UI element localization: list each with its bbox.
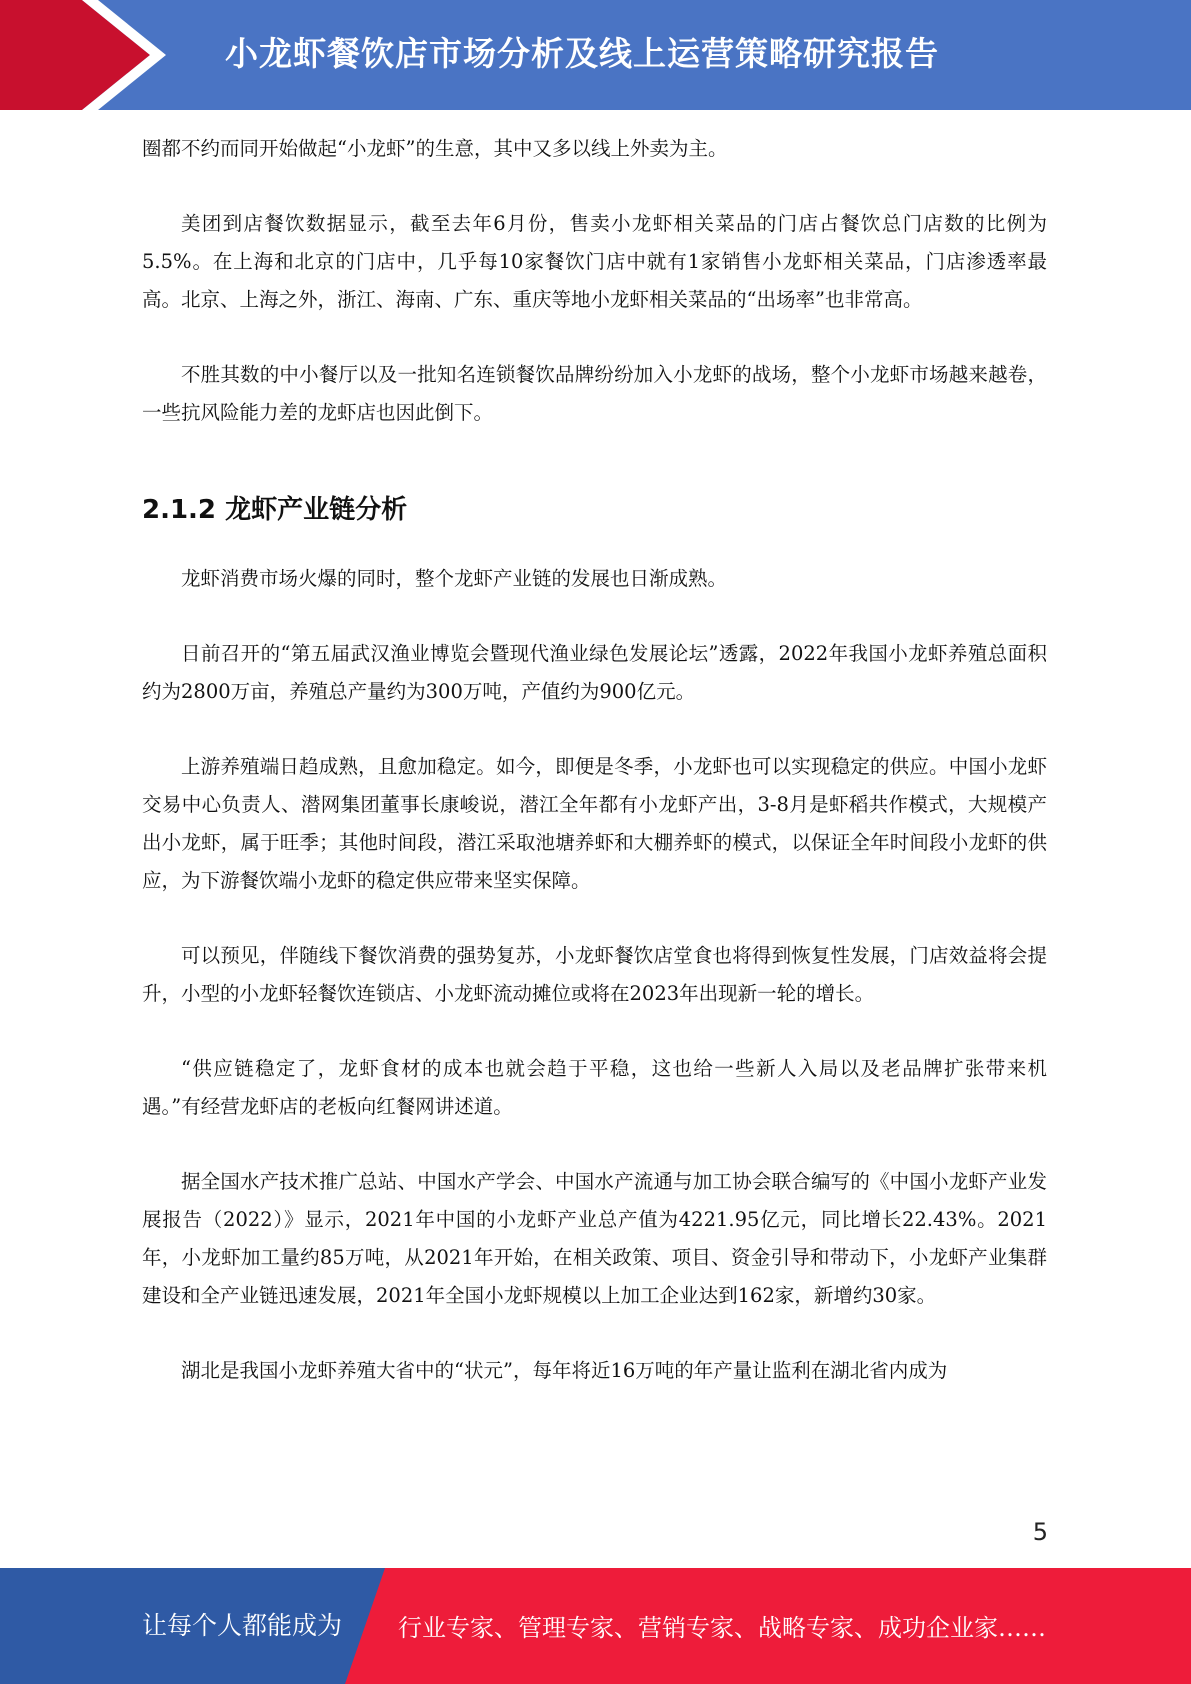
paragraph-9: 据全国水产技术推广总站、中国水产学会、中国水产流通与加工协会联合编写的《中国小龙虾产业发展报告（2022）》显示，2021年中国的小龙虾产业总产值为4221.95亿元，同比增长22.43%。2021年，小龙虾加工量约85万吨，从2021年开始，在相关政策、项目、资金引导和带动下，小龙虾产业集群建设和全产业链迅速发展，2021年全国小龙虾规模以上加工企业达到162家，新增约30家。	[142, 1170, 1047, 1307]
footer-slogan-right: 行业专家、管理专家、营销专家、战略专家、成功企业家……	[398, 1614, 1046, 1642]
page-content	[142, 130, 1047, 1427]
paragraph-2: 美团到店餐饮数据显示，截至去年6月份，售卖小龙虾相关菜品的门店占餐饮总门店数的比例为5.5%。在上海和北京的门店中，几乎每10家餐饮门店中就有1家销售小龙虾相关菜品，门店渗透率最高。北京、上海之外，浙江、海南、广东、重庆等地小龙虾相关菜品的“出场率”也非常高。	[142, 212, 1047, 311]
paragraph-4: 龙虾消费市场火爆的同时，整个龙虾产业链的发展也日渐成熟。	[181, 567, 728, 590]
page-number: 5	[1032, 1518, 1048, 1546]
page-header	[0, 0, 1191, 110]
paragraph-6: 上游养殖端日趋成熟，且愈加稳定。如今，即便是冬季，小龙虾也可以实现稳定的供应。中国小龙虾交易中心负责人、潜网集团董事长康峻说，潜江全年都有小龙虾产出，3-8月是虾稻共作模式，大规模产出小龙虾，属于旺季；其他时间段，潜江采取池塘养虾和大棚养虾的模式，以保证全年时间段小龙虾的供应，为下游餐饮端小龙虾的稳定供应带来坚实保障。	[142, 755, 1047, 892]
report-title: 小龙虾餐饮店市场分析及线上运营策略研究报告	[225, 34, 939, 73]
paragraph-7: 可以预见，伴随线下餐饮消费的强势复苏，小龙虾餐饮店堂食也将得到恢复性发展，门店效益将会提升，小型的小龙虾轻餐饮连锁店、小龙虾流动摊位或将在2023年出现新一轮的增长。	[142, 944, 1047, 1005]
paragraph-8: “供应链稳定了，龙虾食材的成本也就会趋于平稳，这也给一些新人入局以及老品牌扩张带来机遇。”有经营龙虾店的老板向红餐网讲述道。	[142, 1057, 1047, 1118]
paragraph-10: 湖北是我国小龙虾养殖大省中的“状元”，每年将近16万吨的年产量让监利在湖北省内成为	[181, 1359, 948, 1382]
paragraph-5: 日前召开的“第五届武汉渔业博览会暨现代渔业绿色发展论坛”透露，2022年我国小龙虾养殖总面积约为2800万亩，养殖总产量约为300万吨，产值约为900亿元。	[142, 642, 1047, 703]
page-footer	[0, 1568, 1191, 1684]
paragraph-1: 圈都不约而同开始做起“小龙虾”的生意，其中又多以线上外卖为主。	[142, 137, 728, 160]
footer-slogan-left: 让每个人都能成为	[142, 1611, 343, 1640]
paragraph-3: 不胜其数的中小餐厅以及一批知名连锁餐饮品牌纷纷加入小龙虾的战场，整个小龙虾市场越来越卷，一些抗风险能力差的龙虾店也因此倒下。	[142, 363, 1047, 424]
section-heading: 2.1.2 龙虾产业链分析	[142, 495, 408, 525]
